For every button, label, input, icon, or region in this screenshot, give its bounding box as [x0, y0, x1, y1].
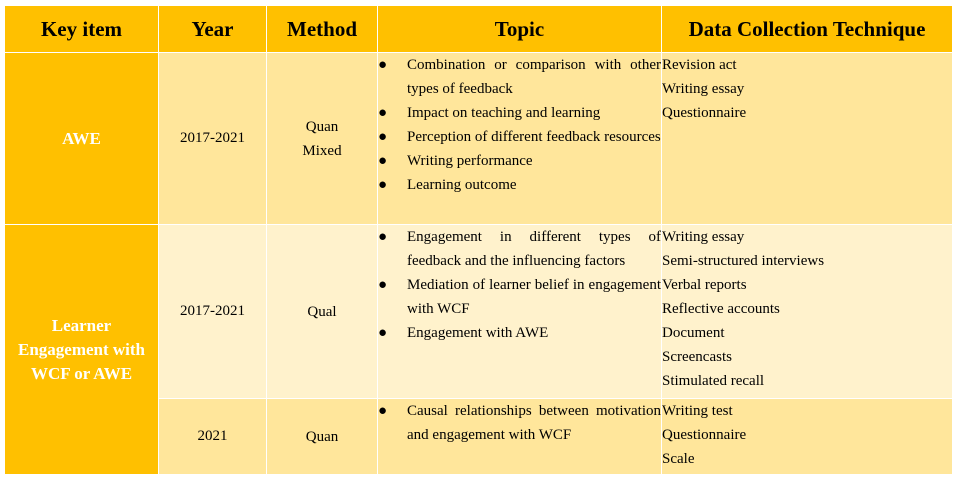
topic-item: ● Engagement with AWE [378, 321, 661, 345]
technique-item: Reflective accounts [662, 301, 780, 317]
header-method: Method [267, 6, 378, 53]
technique-item: Writing test [662, 403, 733, 419]
technique-cell [662, 399, 953, 475]
year-cell: 2017-2021 [159, 225, 267, 399]
technique-cell [662, 225, 953, 399]
technique-item: Semi-structured interviews [662, 253, 825, 269]
table-row-awe [5, 53, 953, 225]
technique-item: Revision act [662, 57, 737, 73]
technique-cell [662, 53, 953, 225]
method-cell [267, 53, 378, 225]
topic-cell [378, 225, 662, 399]
topic-item: ● Engagement in different types of feedback and the influencing factors [378, 225, 661, 273]
bullet-icon: ● [378, 57, 388, 73]
technique-item: Scale [662, 451, 695, 467]
bullet-icon: ● [378, 129, 388, 145]
topic-cell [378, 399, 662, 475]
research-summary-table [4, 5, 953, 475]
header-data-collection: Data Collection Technique [662, 6, 953, 53]
bullet-icon: ● [378, 325, 388, 341]
technique-item: Verbal reports [662, 277, 747, 293]
bullet-icon: ● [378, 105, 388, 121]
bullet-icon: ● [378, 277, 388, 293]
method-value: Quan [305, 118, 339, 135]
header-key-item: Key item [5, 6, 159, 53]
technique-item: Questionnaire [662, 427, 747, 443]
bullet-icon: ● [378, 153, 388, 169]
key-item-cell: Learner Engagement with WCF or AWE [5, 225, 159, 475]
topic-item: ● Perception of different feedback resources [378, 125, 661, 149]
technique-item: Screencasts [662, 349, 732, 365]
technique-item: Document [662, 325, 725, 341]
header-year: Year [159, 6, 267, 53]
technique-item: Stimulated recall [662, 373, 765, 389]
method-cell: Qual [267, 225, 378, 399]
year-cell: 2017-2021 [159, 53, 267, 225]
topic-item: ● Learning outcome [378, 173, 661, 197]
technique-item: Writing essay [662, 81, 745, 97]
topic-item: ● Mediation of learner belief in engagement with WCF [378, 273, 661, 321]
topic-cell [378, 53, 662, 225]
method-value: Mixed [302, 142, 342, 159]
method-cell: Quan [267, 399, 378, 475]
bullet-icon: ● [378, 177, 388, 193]
table-row-engagement-qual [5, 225, 953, 399]
bullet-icon: ● [378, 403, 388, 419]
topic-item: ● Impact on teaching and learning [378, 101, 661, 125]
header-row [5, 6, 953, 53]
topic-item: ● Writing performance [378, 149, 661, 173]
technique-item: Writing essay [662, 229, 745, 245]
year-cell: 2021 [159, 399, 267, 475]
header-topic: Topic [378, 6, 662, 53]
topic-item: ● Causal relationships between motivation and engagement with WCF [378, 399, 661, 447]
technique-item: Questionnaire [662, 105, 747, 121]
topic-item: ● Combination or comparison with other types of feedback [378, 53, 661, 101]
key-item-cell: AWE [5, 53, 159, 225]
bullet-icon: ● [378, 229, 388, 245]
